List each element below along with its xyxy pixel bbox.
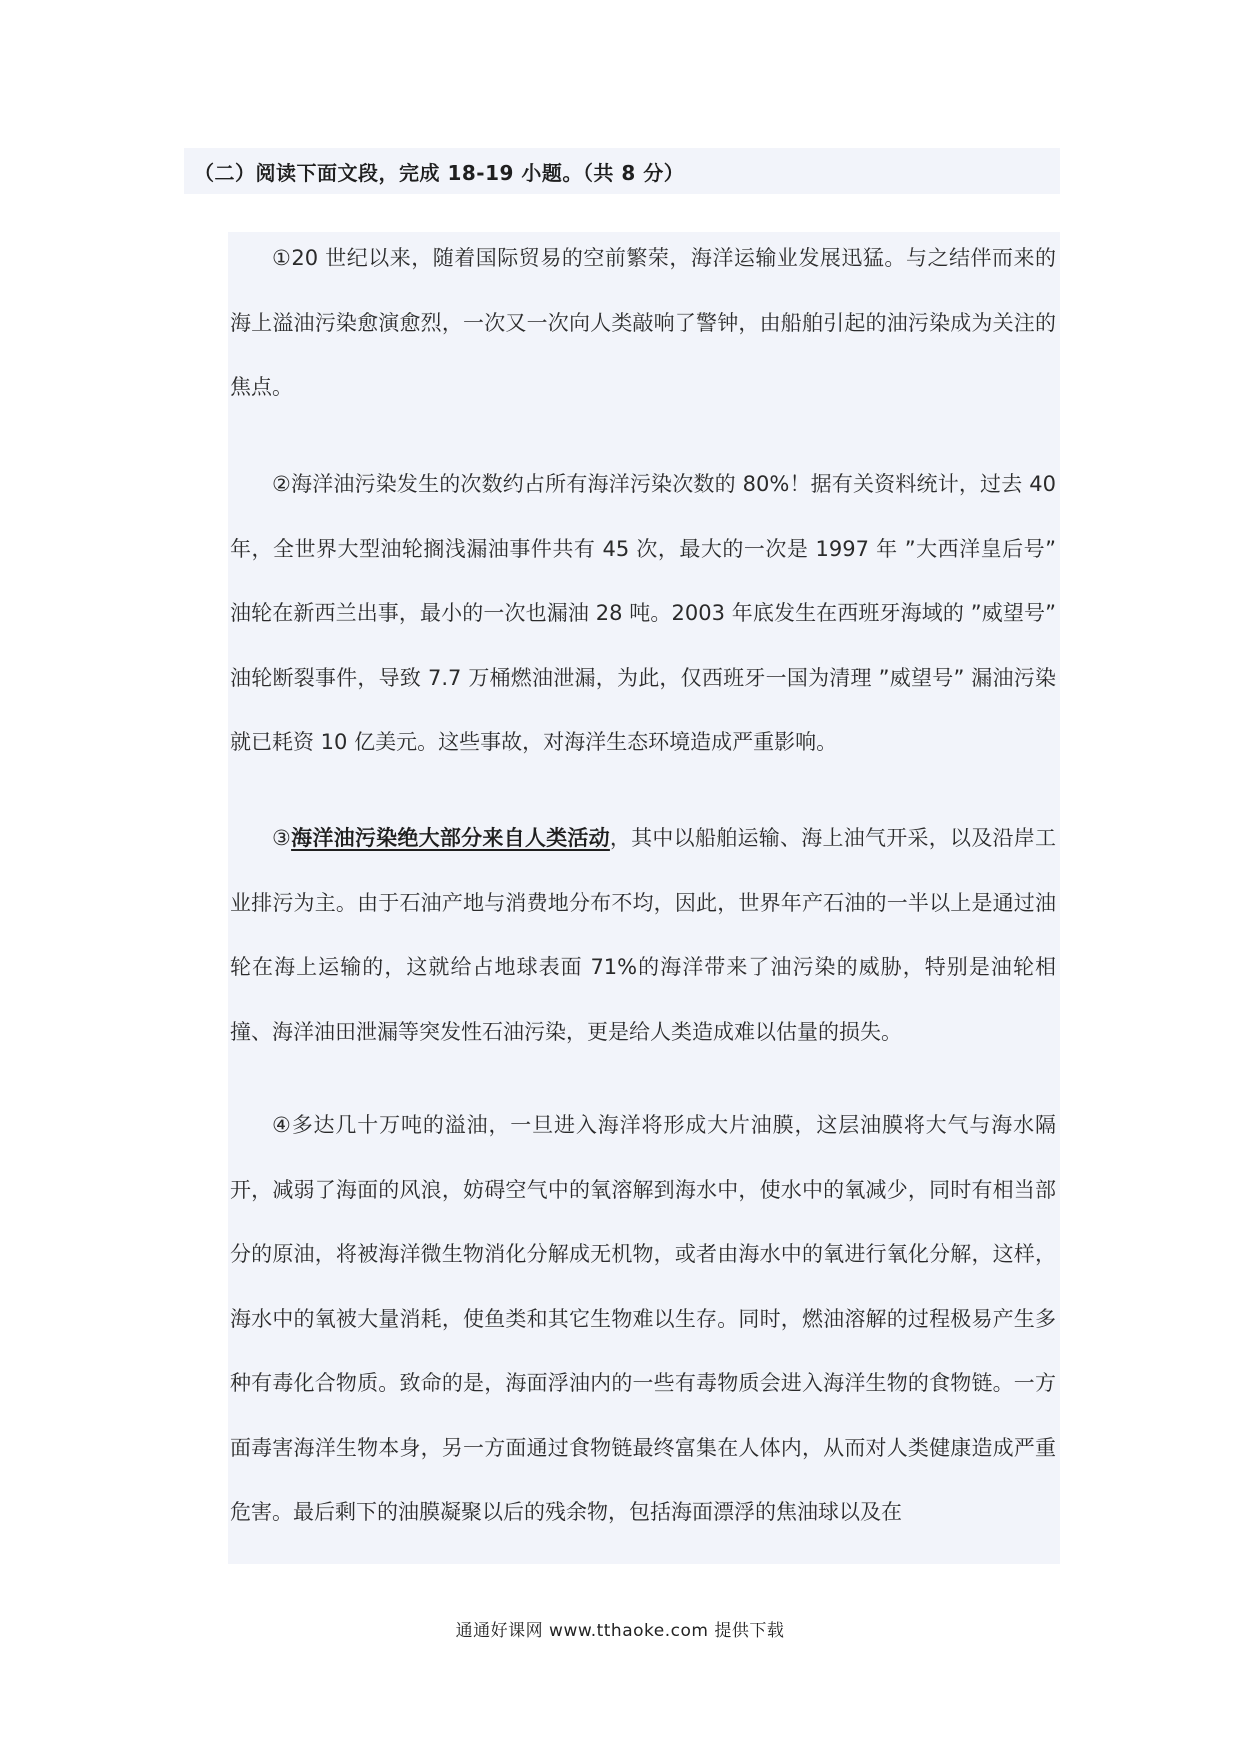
paragraph-3-body: ，其中以船舶运输、海上油气开采，以及沿岸工业排污为主。由于石油产地与消费地分布不均，因此，世界年产石油的一半以上是通过油轮在海上运输的，这就给占地球表面 71%的海洋带来了油污染的威胁，特别是油轮相撞、海洋油田泄漏等突发性石油污染，更是给人类造成难以估量的损失。 (230, 826, 1057, 1044)
footer-text: 通通好课网 www.tthaoke.com 提供下载 (455, 1621, 785, 1641)
paragraph-3-key-sentence: 海洋油污染绝大部分来自人类活动 (291, 826, 610, 850)
paragraph-1: ①20 世纪以来，随着国际贸易的空前繁荣，海洋运输业发展迅猛。与之结伴而来的海上溢油污染愈演愈烈，一次又一次向人类敲响了警钟，由船舶引起的油污染成为关注的焦点。 (230, 246, 1056, 399)
section-heading (184, 148, 1060, 194)
section-heading-text: （二）阅读下面文段，完成 18-19 小题。（共 8 分） (194, 160, 685, 185)
paragraph-3 (230, 806, 1056, 1064)
paragraph-3-number: ③ (272, 826, 292, 850)
page-footer (0, 1616, 1240, 1641)
paragraph-4: ④多达几十万吨的溢油，一旦进入海洋将形成大片油膜，这层油膜将大气与海水隔开，减弱了海面的风浪，妨碍空气中的氧溶解到海水中，使水中的氧减少，同时有相当部分的原油，将被海洋微生物消化分解成无机物，或者由海水中的氧进行氧化分解，这样，海水中的氧被大量消耗，使鱼类和其它生物难以生存。同时，燃油溶解的过程极易产生多种有毒化合物质。致命的是，海面浮油内的一些有毒物质会进入海洋生物的食物链。一方面毒害海洋生物本身，另一方面通过食物链最终富集在人体内，从而对人类健康造成严重危害。最后剩下的油膜凝聚以后的残余物，包括海面漂浮的焦油球以及在 (230, 1113, 1056, 1524)
paragraph-2: ②海洋油污染发生的次数约占所有海洋污染次数的 80%！据有关资料统计，过去 40 年，全世界大型油轮搁浅漏油事件共有 45 次，最大的一次是 1997 年 ”大西洋皇后号” 油轮在新西兰出事，最小的一次也漏油 28 吨。2003 年底发生在西班牙海域的 ”威望号” 油轮断裂事件，导致 7.7 万桶燃油泄漏，为此，仅西班牙一国为清理 ”威望号” 漏油污染就已耗资 10 亿美元。这些事故，对海洋生态环境造成严重影响。 (230, 472, 1056, 754)
